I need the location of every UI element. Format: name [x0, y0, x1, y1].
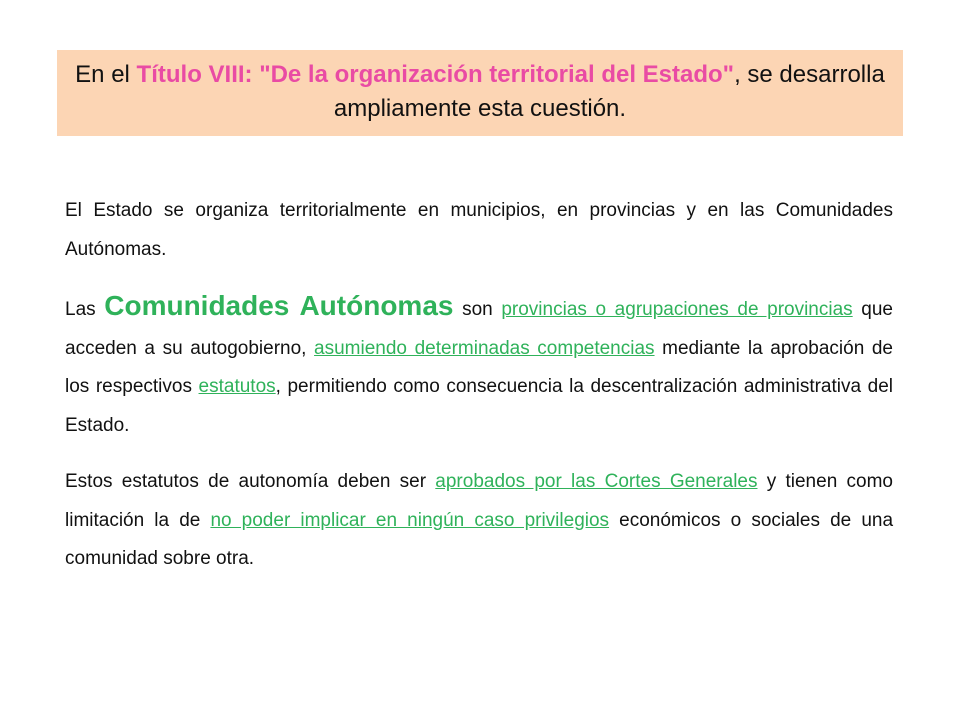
title-prefix: En el	[75, 61, 137, 88]
p3-text-1: Estos estatutos de autonomía deben ser	[65, 471, 436, 492]
link-cortes-generales[interactable]: aprobados por las Cortes Generales	[435, 471, 758, 492]
link-competencias[interactable]: asumiendo determinadas competencias	[314, 337, 655, 359]
link-privilegios[interactable]: no poder implicar en ningún caso privilegios	[210, 509, 610, 531]
main-content	[65, 192, 893, 579]
title-banner	[57, 50, 903, 136]
p3-text-2: y tienen como limitación la de	[65, 471, 893, 531]
p2-text-4: mediante la aprobación de los respectivos	[65, 337, 893, 397]
p2-text-3: que acceden a su autogobierno,	[65, 299, 893, 359]
title-highlight: Título VIII: "De la organización territorial del Estado"	[136, 61, 735, 88]
paragraph-1: El Estado se organiza territorialmente en municipios, en provincias y en las Comunidades Autónomas.	[65, 200, 893, 260]
paragraph-2	[65, 287, 893, 445]
link-estatutos[interactable]: estatutos	[198, 376, 276, 397]
title-suffix: , se desarrolla ampliamente esta cuestión.	[333, 61, 885, 122]
p2-text-1: Las	[65, 299, 105, 320]
p2-text-5: , permitiendo como consecuencia la descentralización administrativa del Estado.	[65, 376, 893, 436]
p2-text-2: son	[453, 299, 502, 320]
comunidades-autonomas-emphasis: Comunidades Autónomas	[104, 290, 454, 321]
paragraph-3	[65, 463, 893, 579]
p3-text-3: económicos o sociales de una comunidad sobre otra.	[65, 509, 894, 569]
link-provincias[interactable]: provincias o agrupaciones de provincias	[501, 299, 853, 320]
